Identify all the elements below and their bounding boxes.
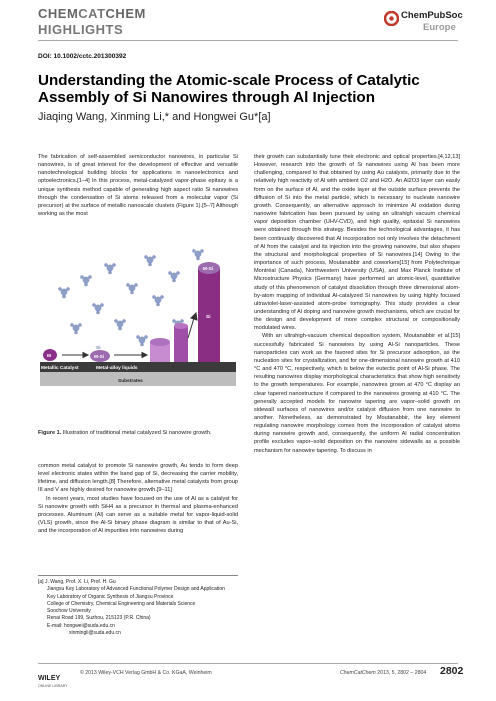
footnote-email[interactable]: xinmingli@suda.edu.cn	[69, 630, 121, 637]
publisher-region: Europe	[423, 22, 456, 33]
footnote-line: College of Chemistry, Chemical Engineering and Materials Science	[47, 600, 196, 607]
section-label: HIGHLIGHTS	[38, 22, 124, 37]
citation-journal: ChemCatChem	[340, 670, 376, 676]
footer-divider	[38, 663, 458, 664]
wiley-sub: ONLINE LIBRARY	[38, 684, 68, 688]
footnote-tag: [a]	[38, 579, 44, 585]
label-substrate: Substrates	[118, 379, 143, 384]
journal-chem2: CHEM	[105, 6, 146, 21]
footnote-email[interactable]: E-mail: hongwei@suda.edu.cn	[47, 622, 115, 629]
label-m-si-small: M-Si	[94, 355, 105, 360]
nanowire-medium	[174, 326, 188, 362]
paragraph: common metal catalyst to promote Si nanowire growth, Au tends to form deep level electronic states within the band gap of Si, decreasing the carrier mobility, lifetime, and diffusion length.[8] Therefore, alternative metal catalysts from group III and V are highly desired for nanowire growth.[9–11]	[38, 463, 238, 494]
nanowire-short-cap	[150, 338, 170, 346]
affiliation-footnote	[38, 579, 238, 637]
paragraph: With an ultrahigh-vacuum chemical deposition system, Moutanabbir et al.[15] successfully fabricated Si nanowires by using Al-Si nanoparticles. These nanoparticles can work as the favored sites for Si precursor adsorption, as the nucleation sites for crystallization, and for one-dimensional nanowire growth at 410 °C and 470 °C, respectively, which is below the eutectic point of Al-Si phase. The resulting nanowires display morphological characteristics that show high sensitivity to the growth temperatures. For example, nanowires grown at 470 °C display an clear tapered nanostructure if compared to the nanowires growing at 410 °C. The generally accepted models for nanowire tapering are vapor–solid growth on sidewall surfaces of nanowires and/or catalyst diffusion from one nanowire to another. Nonetheless, as demonstrated by Moutanabbir, the key element regulating nanowire morphology comes from the incorporation of catalyst atoms during nanowire growth and, consequently, the uniform Al radial concentration profile excludes vapor–solid deposition on the nanowire sidewalls as a possible mechanism for nanowire tapering. To discuss in	[254, 333, 460, 454]
caption-label: Figure 1.	[38, 430, 62, 436]
figure-caption	[38, 430, 240, 436]
label-metal-alloy: Metal-alloy liquids	[96, 366, 138, 371]
column-1-top	[38, 153, 238, 218]
figure-1	[38, 228, 240, 443]
column-1-bottom	[38, 462, 238, 535]
footnote-line: Jiangsu Key Laboratory of Advanced Functional Polymer Design and Application	[47, 586, 225, 593]
page-number: 2802	[440, 665, 464, 677]
label-m-si-cap: M-Si	[203, 267, 214, 272]
footnote-line: Renai Road 199, Suzhou, 215123 (P.R. China)	[47, 615, 151, 622]
label-si-vapor: Si	[96, 346, 101, 351]
footnote-line: Key Laboratory of Organic Synthesis of Jiangsu Province	[47, 593, 174, 600]
footnote-line: J. Wang, Prof. X. Li, Prof. H. Gu	[44, 579, 116, 585]
header-divider	[38, 40, 458, 41]
doi[interactable]: DOI: 10.1002/cctc.201300392	[38, 53, 127, 60]
paragraph: their growth can substantially tune their electronic and optical properties.[4,12,13] However, research into the growth of Si nanowires using Al has been more challenging, compared to that obtained by using Au catalysts, primarily due to the relatively high reactivity of Al with ambient O2 and H2O. An Al2O3 layer can easily form on the surface of Al, and the oxide layer at the outside surface prevents the diffusion of Si into the metal particle, which is necessary to nucleate nanowire growth. Consequently, an alternative approach to minimize Al oxidation during nanowire fabrication has been pursued by using an ultrahigh vacuum chemical vapor deposition chamber (UHV-CVD), and high quality, epitaxial Si nanowires were obtained through this strategy. Besides the technological advantages, it has been continually discovered that Al incorporation not only involves the detachment of Al from the catalyst and its injection into the growing nanowire, but also shapes the structural and morphological properties of Si nanowires.[14] Owing to the importance of such process, Moutanabbir and coworkers[15] from Polytechnique Montréal (Canada), Northwestern University (USA), and Max Planck Institute of Microstructure Physics (Germany) have performed an atomic-level, quantitative study of this phenomenon of catalyst dissolution through three dimensional atom-by-atom mapping of individual Al-catalyzed Si nanowires by using highly focused ultraviolet-laser-assisted atom-probe tomography. This study provides a clear understanding of Al doping and nanowire growth mechanisms, which are crucial for the design and development of more complex structural or compositionally modulated wires.	[254, 154, 460, 332]
article-authors: Jiaqing Wang, Xinming Li,* and Hongwei Gu*[a]	[38, 111, 271, 123]
wiley-wordmark: WILEY	[38, 675, 61, 682]
journal-name	[38, 7, 146, 21]
column-2	[254, 153, 460, 455]
publisher-logo-icon	[384, 11, 399, 26]
paragraph: In recent years, most studies have focused on the use of Al as a catalyst for Si nanowire growth with SiH4 as a precursor in thermal and plasma-enhanced processes. Aluminum (Al) can serve as a suitable metal for vapor-liquid-solid (VLS) growth, since the Al-Si binary phase diagram is similar to that of Au-Si, and the incorporation of Al impurities into nanowires during	[38, 495, 238, 535]
journal-chem: CHEM	[38, 6, 79, 21]
nanowire-medium-cap	[174, 323, 188, 329]
figure-1-illustration	[38, 228, 240, 424]
citation	[340, 670, 426, 676]
label-m: M	[47, 354, 51, 359]
article-title: Understanding the Atomic-scale Process of Catalytic Assembly of Si Nanowires through Al Injection	[38, 72, 420, 106]
footnote-line: Soochow University	[47, 608, 91, 615]
caption-text: Illustration of traditional metal catalyzed Si nanowire growth.	[62, 430, 212, 436]
paragraph: The fabrication of self-assembled semiconductor nanowires, in particular Si nanowires, is of great interest for the development of effective and versatile nanotechnological building blocks for applications in nanoelectronics and optoelectronics.[1–4] In this process, metal-catalyzed vapor-phase epitaxy is a unique synthesis method capable of generating high aspect ratio Si nanowires through the condensation of Si atoms released from a molecular vapor (Si precursor) at the surface of metallic nanoscale clusters (Figure 1).[5–7] Although working as the most	[38, 154, 238, 218]
journal-cat: CAT	[78, 6, 106, 21]
wiley-logo[interactable]	[38, 667, 78, 688]
copyright: © 2013 Wiley-VCH Verlag GmbH & Co. KGaA, Weinheim	[80, 670, 212, 676]
label-si-wire: Si	[206, 315, 211, 320]
label-metallic-catalyst: Metallic Catalyst	[41, 366, 79, 371]
citation-details: 2013, 5, 2802 – 2804	[377, 670, 427, 676]
publisher-logo	[384, 10, 464, 40]
footnote-divider	[38, 575, 238, 576]
publisher-name: ChemPubSoc	[401, 10, 463, 21]
